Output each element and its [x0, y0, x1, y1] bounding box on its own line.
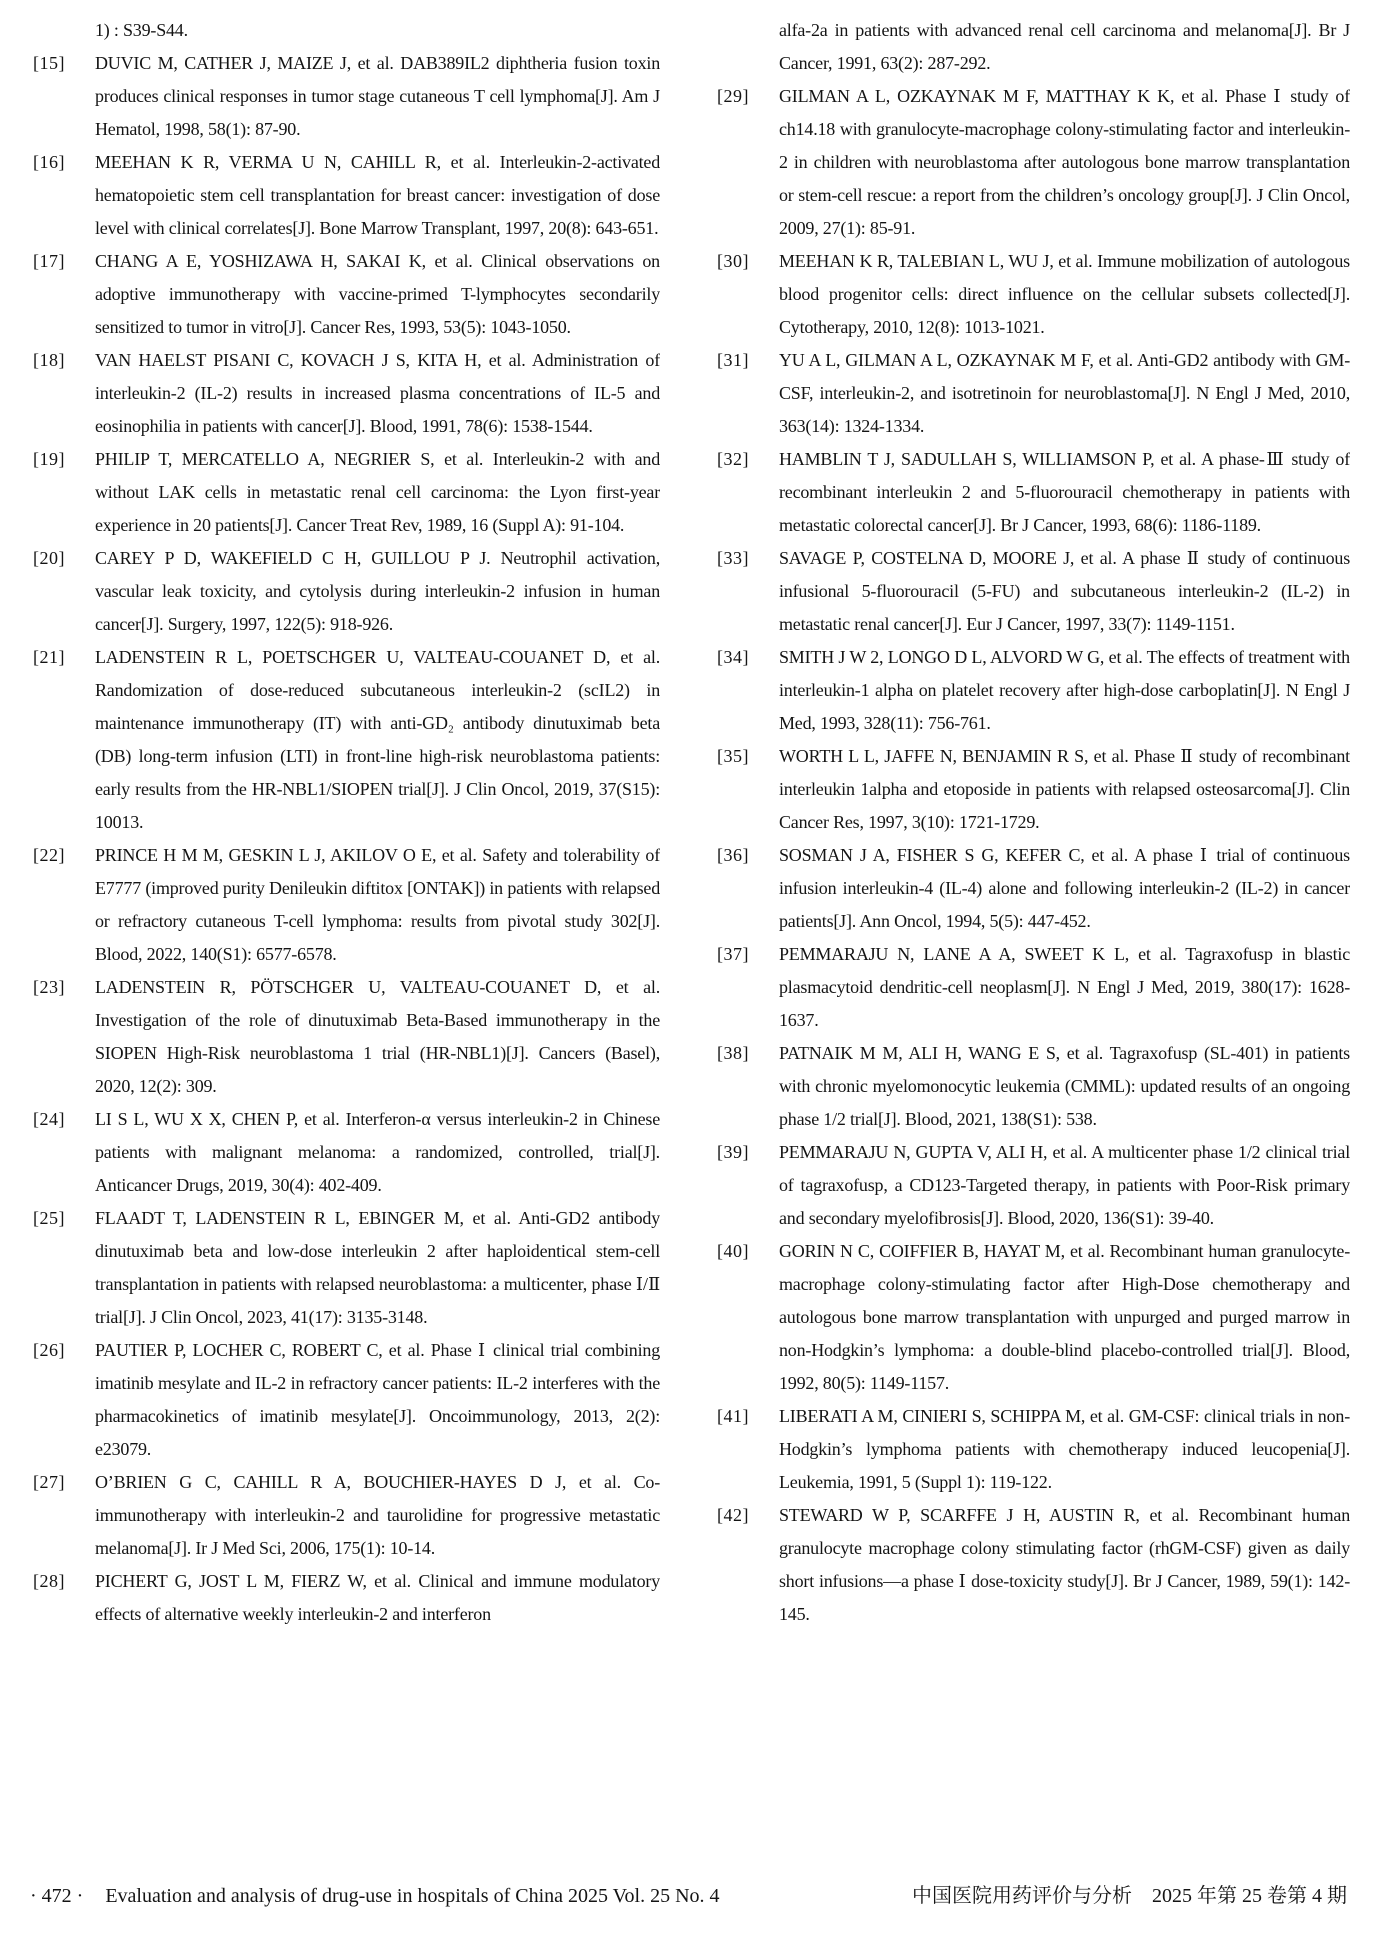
- reference-item: [33, 1103, 660, 1202]
- reference-number: [41]: [717, 1406, 749, 1426]
- reference-text: PATNAIK M M, ALI H, WANG E S, et al. Tagraxofusp (SL-401) in patients with chronic myelomonocytic leukemia (CMML): updated results of an ongoing phase 1/2 trial[J]. Blood, 2021, 138(S1): 538.: [779, 1043, 1350, 1129]
- reference-text: WORTH L L, JAFFE N, BENJAMIN R S, et al. Phase Ⅱ study of recombinant interleukin 1alpha and etoposide in patients with relapsed osteosarcoma[J]. Clin Cancer Res, 1997, 3(10): 1721-1729.: [779, 746, 1350, 832]
- reference-text: PEMMARAJU N, GUPTA V, ALI H, et al. A multicenter phase 1/2 clinical trial of tagraxofusp, a CD123-Targeted therapy, in patients with Poor-Risk primary and secondary myelofibrosis[J]. Blood, 2020, 136(S1): 39-40.: [779, 1142, 1350, 1228]
- reference-item: [33, 146, 660, 245]
- reference-number: [26]: [33, 1340, 65, 1360]
- reference-number: [37]: [717, 944, 749, 964]
- reference-number: [30]: [717, 251, 749, 271]
- reference-number: [38]: [717, 1043, 749, 1063]
- reference-item: [717, 938, 1350, 1037]
- reference-item: [717, 740, 1350, 839]
- reference-number: [29]: [717, 86, 749, 106]
- page-footer: [30, 1880, 1347, 1913]
- reference-item: [717, 641, 1350, 740]
- reference-text: O’BRIEN G C, CAHILL R A, BOUCHIER-HAYES D J, et al. Co-immunotherapy with interleukin-2 and taurolidine for progressive metastatic melanoma[J]. Ir J Med Sci, 2006, 175(1): 10-14.: [95, 1472, 660, 1558]
- reference-item: [33, 1202, 660, 1334]
- reference-text: SAVAGE P, COSTELNA D, MOORE J, et al. A phase Ⅱ study of continuous infusional 5-fluorouracil (5-FU) and subcutaneous interleukin-2 (IL-2) in metastatic renal cancer[J]. Eur J Cancer, 1997, 33(7): 1149-1151.: [779, 548, 1350, 634]
- reference-number: [35]: [717, 746, 749, 766]
- reference-text: LADENSTEIN R L, POETSCHGER U, VALTEAU-COUANET D, et al. Randomization of dose-reduced subcutaneous interleukin-2 (scIL2) in maintenance immunotherapy (IT) with anti-GD₂ antibody dinutuximab beta (DB) long-term infusion (LTI) in front-line high-risk neuroblastoma patients: early results from the HR-NBL1/SIOPEN trial[J]. J Clin Oncol, 2019, 37(S15): 10013.: [95, 647, 660, 832]
- reference-item: [33, 344, 660, 443]
- reference-text: DUVIC M, CATHER J, MAIZE J, et al. DAB389IL2 diphtheria fusion toxin produces clinical responses in tumor stage cutaneous T cell lymphoma[J]. Am J Hematol, 1998, 58(1): 87-90.: [95, 53, 660, 139]
- reference-number: [23]: [33, 977, 65, 997]
- references-left-column: [33, 14, 660, 1866]
- reference-item: [33, 245, 660, 344]
- reference-number: [42]: [717, 1505, 749, 1525]
- reference-number: [16]: [33, 152, 65, 172]
- reference-text: PAUTIER P, LOCHER C, ROBERT C, et al. Phase Ⅰ clinical trial combining imatinib mesylate and IL-2 in refractory cancer patients: IL-2 interferes with the pharmacokinetics of imatinib mesylate[J]. Oncoimmunology, 2013, 2(2): e23079.: [95, 1340, 660, 1459]
- reference-number: [34]: [717, 647, 749, 667]
- reference-text: STEWARD W P, SCARFFE J H, AUSTIN R, et al. Recombinant human granulocyte macrophage colony stimulating factor (rhGM-CSF) given as daily short infusions—a phase Ⅰ dose-toxicity study[J]. Br J Cancer, 1989, 59(1): 142-145.: [779, 1505, 1350, 1624]
- reference-text: LADENSTEIN R, PÖTSCHGER U, VALTEAU-COUANET D, et al. Investigation of the role of dinutuximab Beta-Based immunotherapy in the SIOPEN High-Risk neuroblastoma 1 trial (HR-NBL1)[J]. Cancers (Basel), 2020, 12(2): 309.: [95, 977, 660, 1096]
- reference-item: [33, 47, 660, 146]
- reference-text: PICHERT G, JOST L M, FIERZ W, et al. Clinical and immune modulatory effects of alternative weekly interleukin-2 and interferon: [95, 1571, 660, 1624]
- reference-text: PEMMARAJU N, LANE A A, SWEET K L, et al. Tagraxofusp in blastic plasmacytoid dendritic-cell neoplasm[J]. N Engl J Med, 2019, 380(17): 1628-1637.: [779, 944, 1350, 1030]
- reference-number: [19]: [33, 449, 65, 469]
- reference-number: [27]: [33, 1472, 65, 1492]
- reference-item: [33, 641, 660, 839]
- reference-item: [717, 839, 1350, 938]
- references-right-column: [717, 14, 1350, 1866]
- reference-number: [39]: [717, 1142, 749, 1162]
- reference-item: [717, 1235, 1350, 1400]
- reference-item: [717, 344, 1350, 443]
- reference-text: GORIN N C, COIFFIER B, HAYAT M, et al. Recombinant human granulocyte-macrophage colony-stimulating factor after High-Dose chemotherapy and autologous bone marrow transplantation with unpurged and purged marrow in non-Hodgkin’s lymphoma: a double-blind placebo-controlled trial[J]. Blood, 1992, 80(5): 1149-1157.: [779, 1241, 1350, 1393]
- reference-text: LIBERATI A M, CINIERI S, SCHIPPA M, et al. GM-CSF: clinical trials in non-Hodgkin’s lymphoma patients with chemotherapy induced leucopenia[J]. Leukemia, 1991, 5 (Suppl 1): 119-122.: [779, 1406, 1350, 1492]
- reference-item: [33, 1565, 660, 1631]
- reference-number: [22]: [33, 845, 65, 865]
- reference-text: HAMBLIN T J, SADULLAH S, WILLIAMSON P, et al. A phase-Ⅲ study of recombinant interleukin 2 and 5-fluorouracil chemotherapy in patients with metastatic colorectal cancer[J]. Br J Cancer, 1993, 68(6): 1186-1189.: [779, 449, 1350, 535]
- reference-number: [20]: [33, 548, 65, 568]
- reference-number: [15]: [33, 53, 65, 73]
- reference-number: [31]: [717, 350, 749, 370]
- reference-number: [24]: [33, 1109, 65, 1129]
- reference-number: [18]: [33, 350, 65, 370]
- reference-text: LI S L, WU X X, CHEN P, et al. Interferon-α versus interleukin-2 in Chinese patients with malignant melanoma: a randomized, controlled, trial[J]. Anticancer Drugs, 2019, 30(4): 402-409.: [95, 1109, 660, 1195]
- reference-text: PHILIP T, MERCATELLO A, NEGRIER S, et al. Interleukin-2 with and without LAK cells in metastatic renal cell carcinoma: the Lyon first-year experience in 20 patients[J]. Cancer Treat Rev, 1989, 16 (Suppl A): 91-104.: [95, 449, 660, 535]
- footer-page-number: · 472 ·: [30, 1885, 84, 1907]
- reference-item: [33, 839, 660, 971]
- footer-journal-title-en: Evaluation and analysis of drug-use in hospitals of China 2025 Vol. 25 No. 4: [105, 1885, 720, 1907]
- footer-left-group: [30, 1880, 720, 1913]
- reference-text: PRINCE H M M, GESKIN L J, AKILOV O E, et al. Safety and tolerability of E7777 (improved purity Denileukin diftitox [ONTAK]) in patients with relapsed or refractory cutaneous T-cell lymphoma: results from pivotal study 302[J]. Blood, 2022, 140(S1): 6577-6578.: [95, 845, 660, 964]
- reference-text: MEEHAN K R, TALEBIAN L, WU J, et al. Immune mobilization of autologous blood progenitor cells: direct influence on the cellular subsets collected[J]. Cytotherapy, 2010, 12(8): 1013-1021.: [779, 251, 1350, 337]
- carryover-text: 1) : S39-S44.: [95, 20, 188, 40]
- reference-item: [717, 80, 1350, 245]
- reference-item: [33, 443, 660, 542]
- reference-text: YU A L, GILMAN A L, OZKAYNAK M F, et al. Anti-GD2 antibody with GM-CSF, interleukin-2, and isotretinoin for neuroblastoma[J]. N Engl J Med, 2010, 363(14): 1324-1334.: [779, 350, 1350, 436]
- reference-item: [33, 1466, 660, 1565]
- reference-item: [717, 14, 1350, 80]
- reference-number: [28]: [33, 1571, 65, 1591]
- reference-text: VAN HAELST PISANI C, KOVACH J S, KITA H, et al. Administration of interleukin-2 (IL-2) results in increased plasma concentrations of IL-5 and eosinophilia in patients with cancer[J]. Blood, 1991, 78(6): 1538-1544.: [95, 350, 660, 436]
- reference-number: [21]: [33, 647, 65, 667]
- reference-number: [40]: [717, 1241, 749, 1261]
- reference-item: [717, 1499, 1350, 1631]
- carryover-text: alfa-2a in patients with advanced renal cell carcinoma and melanoma[J]. Br J Cancer, 1991, 63(2): 287-292.: [779, 20, 1350, 73]
- reference-item: [33, 14, 660, 47]
- reference-item: [717, 542, 1350, 641]
- reference-text: MEEHAN K R, VERMA U N, CAHILL R, et al. Interleukin-2-activated hematopoietic stem cell transplantation for breast cancer: investigation of dose level with clinical correlates[J]. Bone Marrow Transplant, 1997, 20(8): 643-651.: [95, 152, 660, 238]
- footer-journal-title-cn: 中国医院用药评价与分析 2025 年第 25 卷第 4 期: [912, 1885, 1347, 1907]
- reference-item: [717, 443, 1350, 542]
- reference-item: [717, 1136, 1350, 1235]
- reference-text: SMITH J W 2, LONGO D L, ALVORD W G, et al. The effects of treatment with interleukin-1 alpha on platelet recovery after high-dose carboplatin[J]. N Engl J Med, 1993, 328(11): 756-761.: [779, 647, 1350, 733]
- reference-text: FLAADT T, LADENSTEIN R L, EBINGER M, et al. Anti-GD2 antibody dinutuximab beta and low-dose interleukin 2 after haploidentical stem-cell transplantation in patients with relapsed neuroblastoma: a multicenter, phase Ⅰ/Ⅱ trial[J]. J Clin Oncol, 2023, 41(17): 3135-3148.: [95, 1208, 660, 1327]
- reference-item: [33, 971, 660, 1103]
- reference-text: GILMAN A L, OZKAYNAK M F, MATTHAY K K, et al. Phase Ⅰ study of ch14.18 with granulocyte-macrophage colony-stimulating factor and interleukin-2 in children with neuroblastoma after autologous bone marrow transplantation or stem-cell rescue: a report from the children’s oncology group[J]. J Clin Oncol, 2009, 27(1): 85-91.: [779, 86, 1350, 238]
- reference-text: SOSMAN J A, FISHER S G, KEFER C, et al. A phase Ⅰ trial of continuous infusion interleukin-4 (IL-4) alone and following interleukin-2 (IL-2) in cancer patients[J]. Ann Oncol, 1994, 5(5): 447-452.: [779, 845, 1350, 931]
- reference-item: [717, 1037, 1350, 1136]
- reference-number: [32]: [717, 449, 749, 469]
- reference-number: [36]: [717, 845, 749, 865]
- reference-number: [33]: [717, 548, 749, 568]
- reference-item: [717, 1400, 1350, 1499]
- reference-item: [717, 245, 1350, 344]
- reference-item: [33, 542, 660, 641]
- reference-number: [17]: [33, 251, 65, 271]
- reference-number: [25]: [33, 1208, 65, 1228]
- references-section: [33, 14, 1350, 1866]
- reference-item: [33, 1334, 660, 1466]
- reference-text: CHANG A E, YOSHIZAWA H, SAKAI K, et al. Clinical observations on adoptive immunotherapy with vaccine-primed T-lymphocytes secondarily sensitized to tumor in vitro[J]. Cancer Res, 1993, 53(5): 1043-1050.: [95, 251, 660, 337]
- reference-text: CAREY P D, WAKEFIELD C H, GUILLOU P J. Neutrophil activation, vascular leak toxicity, and cytolysis during interleukin-2 infusion in human cancer[J]. Surgery, 1997, 122(5): 918-926.: [95, 548, 660, 634]
